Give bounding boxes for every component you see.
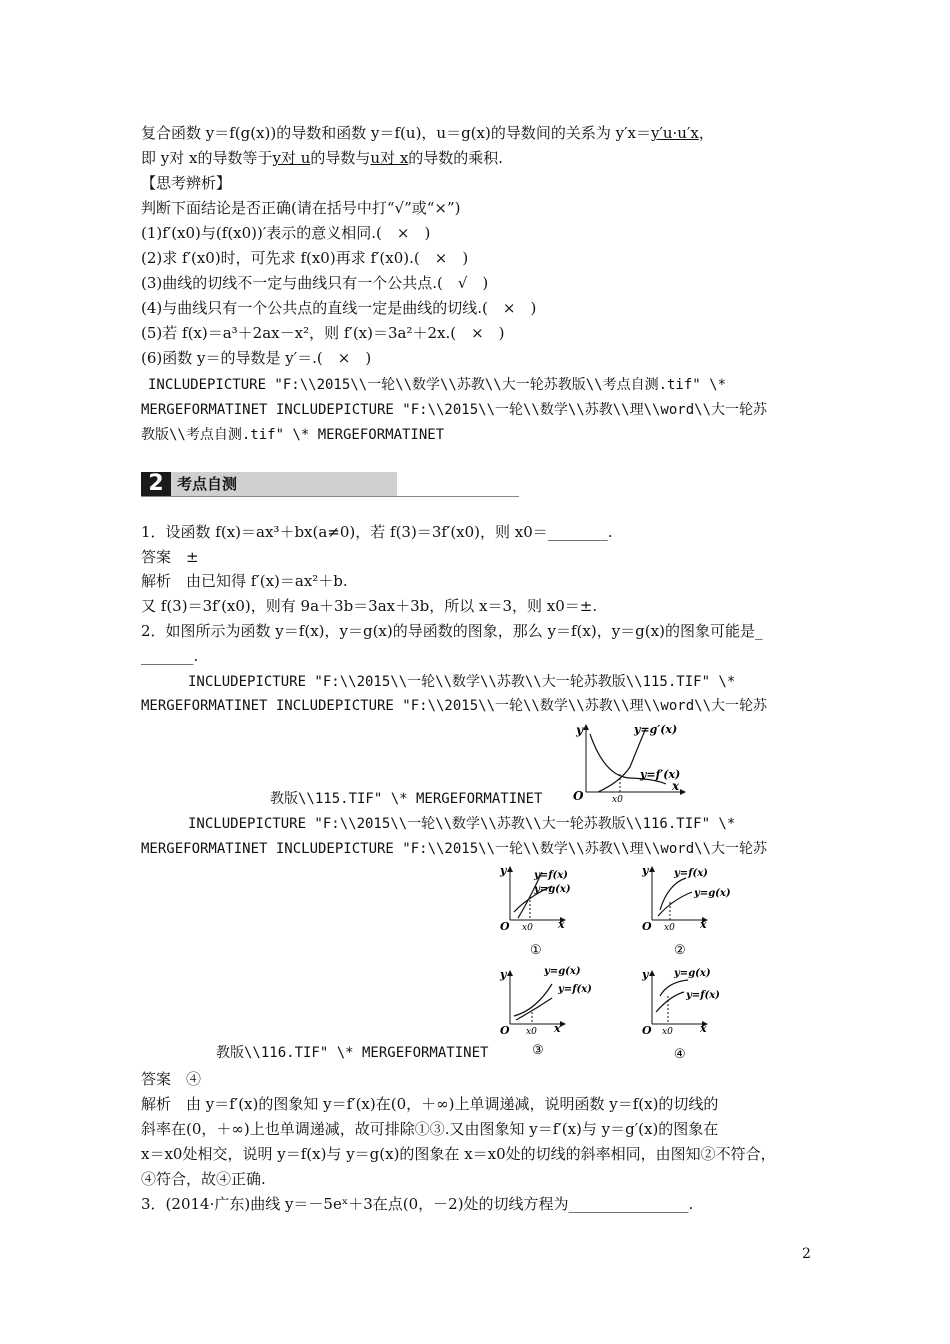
q2-analysis: 斜率在(0，＋∞)上也单调递减，故可排除①③.又由图象知 y＝f′(x)与 y＝g′(x)的图象在 [141,1120,719,1138]
intro-text-a: 即 y对 x的导数等于 [141,149,273,167]
option-figures [496,862,746,1062]
intro-formula: y′u·u′x [650,124,699,142]
g-prime-curve [598,728,646,792]
origin-label: O [500,920,510,933]
axis-x-label: x [554,1022,561,1035]
think-item: (2)求 f′(x0)时，可先求 f(x0)再求 f′(x0).( × ) [141,249,469,267]
q1-analysis: 解析 由已知得 f′(x)＝ax²＋b. [141,572,348,590]
think-item: (1)f′(x0)与(f(x0))′表示的意义相同.( × ) [141,224,431,242]
option-graph-3 [499,966,592,1058]
intro-underline-1: y对 u [272,149,311,167]
think-item: (6)函数 y＝的导数是 y′＝.( × ) [141,349,372,367]
include-field: MERGEFORMATINET INCLUDEPICTURE "F:\\2015\\一轮\\数学\\苏教\\理\\word\\大一轮苏 [141,841,768,857]
x0-label: x0 [526,1027,537,1037]
derivative-figure [560,722,690,804]
intro-end: ， [698,124,714,142]
f-label: y=f(x) [558,984,592,995]
origin-label: O [642,920,652,933]
axis-x-label: x [558,918,565,931]
include-field: INCLUDEPICTURE "F:\\2015\\一轮\\数学\\苏教\\大一轮苏教版\\115.TIF" \* [188,674,736,690]
g-prime-label: y=g′(x) [634,723,678,736]
think-item: (5)若 f(x)＝a³＋2ax－x²，则 f′(x)＝3a²＋2x.( × ) [141,324,505,342]
x0-label: x0 [662,1027,673,1037]
include-field: MERGEFORMATINET INCLUDEPICTURE "F:\\2015\\一轮\\数学\\苏教\\理\\word\\大一轮苏 [141,402,768,418]
option-graph-2 [641,864,731,958]
origin-label: O [500,1024,510,1037]
axis-y-label: y [642,968,649,981]
option-label: ③ [532,1043,544,1058]
x0-label: x0 [522,923,533,933]
axis-y-label: y [500,864,507,877]
axis-y-label: y [576,723,583,737]
intro-underline-2: u对 x [370,149,409,167]
f-label: y=f(x) [686,990,720,1001]
intro-line-1 [141,123,714,143]
intro-text-b: 的导数与 [310,149,371,167]
page-number: 2 [802,1246,811,1262]
q3-question: 3．(2014·广东)曲线 y＝－5eˣ＋3在点(0，－2)处的切线方程为________________. [141,1195,694,1213]
section-rule [141,496,519,497]
include-field: INCLUDEPICTURE "F:\\2015\\一轮\\数学\\苏教\\大一轮苏教版\\116.TIF" \* [188,816,736,832]
include-field: 教版\\考点自测.tif" \* MERGEFORMATINET [141,427,445,443]
f-label: y=f(x) [674,868,708,879]
axis-y-label: y [642,864,649,877]
option-label: ④ [674,1047,686,1062]
q1-question: 1．设函数 f(x)＝ax³＋bx(a≠0)，若 f(3)＝3f′(x0)，则 x0＝________. [141,523,613,541]
axis-y-label: y [500,968,507,981]
option-graph-4 [641,968,720,1062]
include-field: 教版\\116.TIF" \* MERGEFORMATINET [216,1045,489,1061]
x0-label: x0 [612,795,623,804]
intro-text-c: 的导数的乘积. [408,149,504,167]
q2-blank: _______. [141,647,199,665]
f-prime-label: y=f′(x) [640,768,681,781]
include-field: MERGEFORMATINET INCLUDEPICTURE "F:\\2015\\一轮\\数学\\苏教\\理\\word\\大一轮苏 [141,698,768,714]
include-field: INCLUDEPICTURE "F:\\2015\\一轮\\数学\\苏教\\大一轮苏教版\\考点自测.tif" \* [148,377,727,393]
option-label: ① [530,943,542,958]
option-label: ② [674,943,686,958]
intro-text: 复合函数 y＝f(g(x))的导数和函数 y＝f(u)，u＝g(x)的导数间的关系为 y′x＝ [141,124,651,142]
section-title: 考点自测 [177,475,238,493]
think-heading: 【思考辨析】 [141,174,232,192]
q2-answer: 答案 ④ [141,1070,202,1088]
f-label: y=f(x) [534,870,568,881]
q2-question: 2．如图所示为函数 y＝f(x)，y＝g(x)的导函数的图象，那么 y＝f(x)，y＝g(x)的图象可能是_ [141,622,763,640]
origin-label: O [573,789,584,803]
think-prompt: 判断下面结论是否正确(请在括号中打“√”或“×”) [141,199,461,217]
g-label: y=g(x) [674,968,711,979]
q1-analysis: 又 f(3)＝3f′(x0)，则有 9a＋3b＝3ax＋3b，所以 x＝3，则 x0＝±. [141,597,598,615]
axis-x-label: x [672,779,680,793]
section-number: 2 [141,472,171,496]
q2-analysis: x＝x0处相交，说明 y＝f(x)与 y＝g(x)的图象在 x＝x0处的切线的斜率相同，由图知②不符合， [141,1145,776,1163]
think-item: (4)与曲线只有一个公共点的直线一定是曲线的切线.( × ) [141,299,537,317]
g-label: y=g(x) [694,888,731,899]
axis-x-label: x [700,918,707,931]
intro-line-2 [141,148,503,168]
think-item: (3)曲线的切线不一定与曲线只有一个公共点.( √ ) [141,274,489,292]
origin-label: O [642,1024,652,1037]
q2-analysis: ④符合，故④正确. [141,1170,266,1188]
option-graph-1 [499,864,571,958]
q2-analysis: 解析 由 y＝f′(x)的图象知 y＝f′(x)在(0，＋∞)上单调递减，说明函数 y＝f(x)的切线的 [141,1095,719,1113]
x0-label: x0 [664,923,675,933]
include-field: 教版\\115.TIF" \* MERGEFORMATINET [270,791,543,807]
q1-answer: 答案 ± [141,548,199,566]
section-header [141,472,519,498]
axis-x-label: x [700,1022,707,1035]
g-label: y=g(x) [544,966,581,977]
g-label: y=g(x) [534,884,571,895]
